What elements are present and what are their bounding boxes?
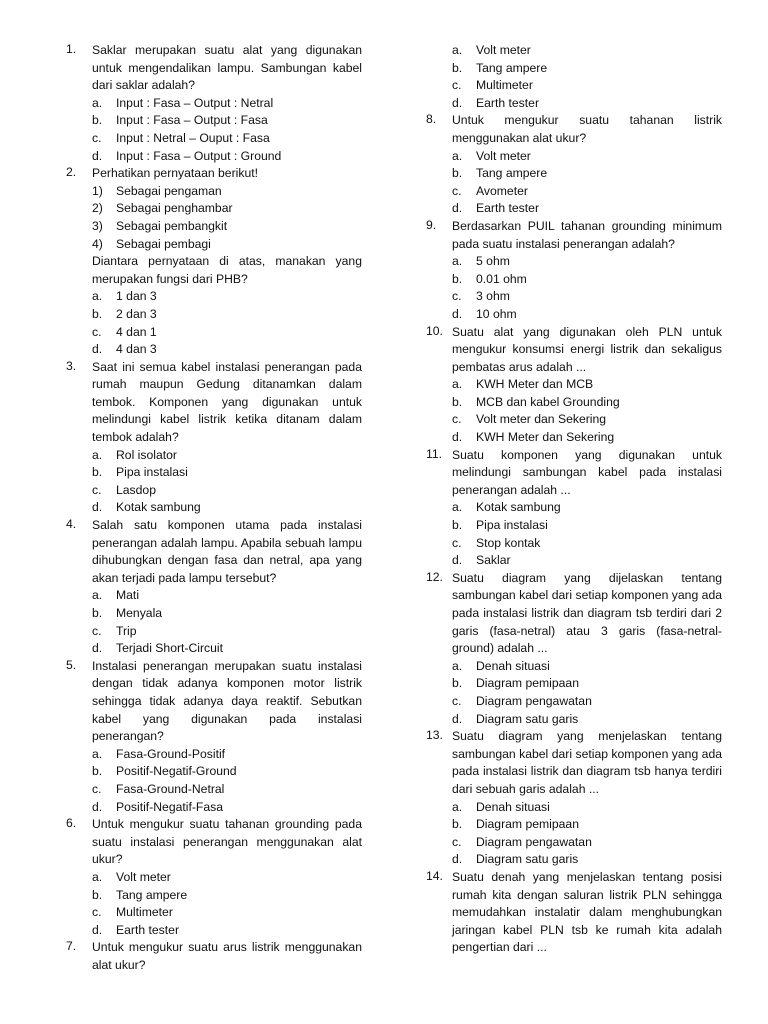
question-12 [426,570,722,728]
option-text: Multimeter [476,78,533,93]
options-list [452,42,722,112]
option-c [92,904,362,922]
options-list [92,447,362,517]
question-11 [426,447,722,570]
option-a [92,447,362,465]
option-letter: b. [452,518,463,533]
option-letter: c. [452,834,462,849]
statement-text: Sebagai pembagi [116,236,211,251]
option-text: Input : Fasa – Output : Netral [116,95,274,110]
question-text: Salah satu komponen utama pada instalasi penerangan adalah lampu. Apabila sebuah lampu dihubungkan dengan fasa dan netral, apa yang akan terjadi pada lampu tersebut? [92,518,362,585]
option-a [452,376,722,394]
statement-number: 1) [92,183,103,198]
option-b [452,816,722,834]
statement-item [92,218,362,236]
option-text: Volt meter [476,43,531,57]
option-text: KWH Meter dan Sekering [476,430,615,445]
option-c [452,411,722,429]
option-letter: a. [452,799,463,814]
question-text: Suatu denah yang menjelaskan tentang posisi rumah kita dengan saluran listrik PLN sehingga memudahkan instalatir dalam menghubungkan jaringan kabel PLN tsb ke rumah kita adalah pengertian dari ... [452,869,722,955]
option-text: Terjadi Short-Circuit [116,641,224,656]
option-text: Kotak sambung [116,500,201,515]
option-letter: a. [452,658,463,673]
question-number: 10. [426,323,443,338]
option-d [92,922,362,940]
options-list [92,95,362,165]
option-c [452,693,722,711]
question-text: Suatu diagram yang dijelaskan tentang sambungan kabel dari setiap komponen yang ada pada instalasi listrik dan diagram tsb terdiri dari 2 garis (fasa-netral) atau 3 garis (fasa-netral-ground) adalah ... [452,570,722,656]
option-letter: d. [452,430,463,445]
option-text: Tang ampere [116,887,188,902]
statements-list [92,183,362,253]
option-text: Diagram pemipaan [476,676,579,691]
option-text: Earth tester [116,922,179,937]
question-number: 12. [426,569,443,584]
option-b [92,464,362,482]
option-text: Fasa-Ground-Netral [116,781,225,796]
option-text: 4 dan 3 [116,342,157,357]
question-number: 13. [426,728,443,743]
option-letter: a. [452,377,463,392]
option-text: Input : Netral – Ouput : Fasa [116,130,270,145]
option-letter: d. [452,95,463,110]
option-letter: b. [452,817,463,832]
option-letter: d. [92,641,103,656]
option-a [92,288,362,306]
option-b [452,271,722,289]
option-text: MCB dan kabel Grounding [476,394,620,409]
option-text: Avometer [476,183,528,198]
option-letter: d. [452,852,463,867]
option-b [92,306,362,324]
option-c [92,130,362,148]
option-letter: c. [92,324,102,339]
option-a [452,148,722,166]
question-14 [426,869,722,957]
option-a [452,42,722,60]
option-b [452,394,722,412]
option-letter: b. [452,60,463,75]
option-letter: c. [92,623,102,638]
question-5 [66,658,362,816]
option-c [92,781,362,799]
question-text: Perhatikan pernyataan berikut! [92,166,258,181]
option-letter: d. [92,342,103,357]
option-b [452,60,722,78]
statement-number: 2) [92,201,103,216]
question-7 [66,939,362,974]
option-letter: a. [92,289,103,304]
option-text: Input : Fasa – Output : Fasa [116,113,268,128]
option-text: Volt meter [476,148,531,163]
option-letter: c. [452,535,462,550]
option-text: Kotak sambung [476,500,561,515]
option-text: Diagram satu garis [476,711,579,726]
option-letter: a. [452,254,463,269]
question-number: 1. [66,42,77,56]
option-letter: b. [92,606,103,620]
question-number: 4. [66,517,77,532]
option-c [92,623,362,641]
options-list [92,288,362,358]
options-list [92,587,362,657]
option-letter: d. [92,148,103,163]
option-text: Menyala [116,606,163,620]
option-text: 5 ohm [476,254,510,269]
option-letter: a. [92,746,103,761]
option-d [452,306,722,324]
option-letter: a. [92,95,103,110]
option-letter: b. [92,764,103,779]
question-number: 14. [426,868,443,883]
option-d [92,799,362,817]
question-prompt: Diantara pernyataan di atas, manakan yang merupakan fungsi dari PHB? [92,254,362,286]
option-d [452,711,722,729]
options-list [92,746,362,816]
options-list [92,869,362,939]
options-list [452,658,722,728]
option-text: Denah situasi [476,658,550,673]
question-3 [66,359,362,517]
option-d [452,851,722,869]
option-c [452,834,722,852]
question-text: Untuk mengukur suatu arus listrik menggunakan alat ukur? [92,940,362,972]
option-letter: d. [92,799,103,814]
option-d [452,95,722,113]
option-letter: c. [452,183,462,198]
option-letter: a. [92,588,103,603]
option-letter: c. [92,130,102,145]
option-text: 4 dan 1 [116,324,157,339]
option-a [92,587,362,605]
option-text: KWH Meter dan MCB [476,377,594,392]
option-text: 3 ohm [476,289,510,304]
question-number: 3. [66,358,77,373]
option-d [92,341,362,359]
option-text: Denah situasi [476,799,550,814]
option-letter: b. [452,271,463,286]
option-a [452,499,722,517]
option-d [452,429,722,447]
option-text: Volt meter [116,869,171,884]
option-d [92,148,362,166]
option-letter: d. [92,500,103,515]
option-letter: b. [452,676,463,691]
left-column [66,42,362,974]
option-text: 2 dan 3 [116,306,157,321]
option-text: Stop kontak [476,535,541,550]
question-text: Suatu alat yang digunakan oleh PLN untuk mengukur konsumsi energi listrik dan sekaligus pembatas arus adalah ... [452,324,722,374]
question-text: Untuk mengukur suatu tahanan listrik menggunakan alat ukur? [452,113,722,145]
option-b [92,763,362,781]
option-d [92,640,362,658]
option-text: Diagram pengawatan [476,834,592,849]
option-text: Pipa instalasi [476,518,548,533]
question-number: 9. [426,217,437,232]
option-text: 0.01 ohm [476,271,527,286]
options-list [452,799,722,869]
statement-text: Sebagai pengaman [116,183,222,198]
question-text: Saat ini semua kabel instalasi penerangan pada rumah maupun Gedung ditanamkan dalam tembok. Komponen yang digunakan untuk melindungi kabel listrik ketika ditanam dalam tembok adalah? [92,359,362,445]
option-c [452,183,722,201]
option-text: Earth tester [476,95,539,110]
question-number: 6. [66,816,77,831]
question-8 [426,112,722,218]
option-a [92,869,362,887]
option-c [452,77,722,95]
options-list [452,376,722,446]
option-a [452,799,722,817]
question-9 [426,218,722,324]
option-text: Pipa instalasi [116,465,188,480]
option-text: Positif-Negatif-Ground [116,764,237,779]
option-b [452,165,722,183]
option-letter: b. [452,166,463,181]
option-text: Volt meter dan Sekering [476,412,607,427]
option-b [452,675,722,693]
right-column [426,42,722,957]
option-c [92,482,362,500]
option-letter: a. [452,148,463,163]
statement-number: 3) [92,218,103,233]
option-letter: c. [92,781,102,796]
option-text: Tang ampere [476,166,548,181]
question-number: 11. [426,446,443,461]
question-text: Untuk mengukur suatu tahanan grounding pada suatu instalasi penerangan menggunakan alat ukur? [92,817,362,867]
option-letter: c. [452,289,462,304]
statement-number: 4) [92,236,103,251]
question-text: Suatu diagram yang menjelaskan tentang sambungan kabel dari setiap komponen yang ada pada instalasi listrik dan diagram tsb hanya terdiri dari sebuah garis adalah ... [452,729,722,796]
option-text: Diagram satu garis [476,852,579,867]
question-text: Instalasi penerangan merupakan suatu instalasi dengan tidak adanya komponen motor listrik sehingga tidak adanya daya reaktif. Sebutkan kabel yang digunakan pada instalasi penerangan? [92,658,362,744]
statement-text: Sebagai pembangkit [116,218,228,233]
option-letter: d. [452,553,463,568]
option-text: Fasa-Ground-Positif [116,746,226,761]
question-number: 7. [66,939,77,954]
option-letter: b. [452,394,463,409]
option-text: Earth tester [476,201,539,216]
option-letter: d. [452,201,463,216]
option-b [92,887,362,905]
option-letter: a. [452,500,463,515]
option-text: Diagram pemipaan [476,817,579,832]
option-a [92,95,362,113]
option-letter: c. [452,78,462,93]
option-letter: d. [452,306,463,321]
option-letter: d. [92,922,103,937]
question-2 [66,165,362,359]
option-text: 1 dan 3 [116,289,157,304]
statement-text: Sebagai penghambar [116,201,233,216]
options-list [452,253,722,323]
option-text: Positif-Negatif-Fasa [116,799,224,814]
question-number: 8. [426,112,437,127]
question-4 [66,517,362,658]
option-b [452,517,722,535]
option-text: Mati [116,588,140,603]
option-letter: b. [92,113,103,128]
options-list [452,499,722,569]
option-letter: c. [92,482,102,497]
statement-item [92,200,362,218]
option-text: Trip [116,623,137,638]
option-b [92,112,362,130]
option-d [452,552,722,570]
question-text: Suatu komponen yang digunakan untuk melindungi sambungan kabel pada instalasi penerangan adalah ... [452,447,722,497]
option-c [452,288,722,306]
option-text: Multimeter [116,905,173,920]
option-b [92,605,362,623]
question-1 [66,42,362,165]
question-number: 2. [66,165,77,180]
option-d [452,200,722,218]
statement-item [92,236,362,254]
option-letter: b. [92,306,103,321]
question-7-continued [426,42,722,112]
options-list [452,148,722,218]
option-a [92,746,362,764]
option-letter: c. [452,693,462,708]
option-text: Tang ampere [476,60,548,75]
question-number: 5. [66,657,77,672]
option-text: 10 ohm [476,306,517,321]
statement-item [92,183,362,201]
option-letter: b. [92,465,103,480]
option-a [452,658,722,676]
option-letter: d. [452,711,463,726]
option-text: Input : Fasa – Output : Ground [116,148,282,163]
question-text: Saklar merupakan suatu alat yang digunakan untuk mengendalikan lampu. Sambungan kabel dari saklar adalah? [92,43,362,93]
question-text: Berdasarkan PUIL tahanan grounding minimum pada suatu instalasi penerangan adalah? [452,218,722,251]
option-d [92,499,362,517]
question-6 [66,816,362,939]
option-text: Lasdop [116,482,156,497]
option-letter: c. [452,412,462,427]
question-13 [426,728,722,869]
option-letter: a. [452,43,463,57]
option-c [452,535,722,553]
option-a [452,253,722,271]
option-letter: a. [92,447,103,462]
option-c [92,324,362,342]
option-text: Rol isolator [116,447,177,462]
question-10 [426,324,722,447]
option-text: Diagram pengawatan [476,693,592,708]
option-text: Saklar [476,553,511,568]
option-letter: b. [92,887,103,902]
option-letter: c. [92,905,102,920]
option-letter: a. [92,869,103,884]
